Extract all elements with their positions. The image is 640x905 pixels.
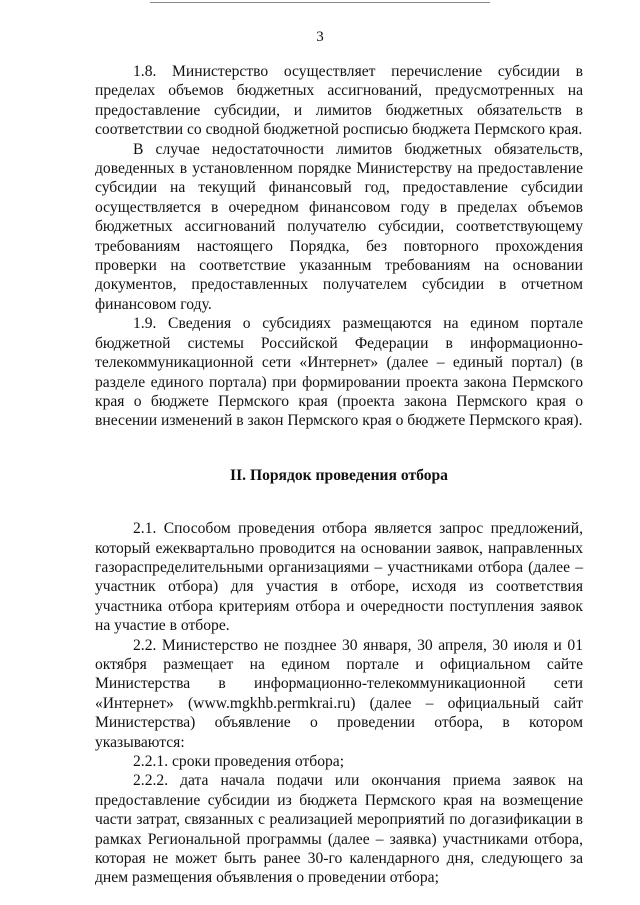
- section-title: II. Порядок проведения отбора: [230, 466, 448, 484]
- paragraph-2-2: 2.2. Министерство не позднее 30 января, 30 апреля, 30 июля и 01 октября размещает на едином портале и официальном сайте Министерства в информационно-телекоммуникационной сети «Интернет» (www.mgkhb.permkrai.ru) (далее – официальный сайт Министерства) объявление о проведении отбора, в котором указываются:: [95, 636, 583, 751]
- paragraph-1-9: 1.9. Сведения о субсидиях размещаются на едином портале бюджетной системы Российской Федерации в информационно-телекоммуникационной сети «Интернет» (далее – единый портал) (в разделе единого портала) при формировании проекта закона Пермского края о бюджете Пермского края (проекта закона Пермского края о внесении изменений в закон Пермского края о бюджете Пермского края).: [95, 315, 583, 430]
- document-body: [95, 62, 583, 888]
- paragraph-2-2-1: 2.2.1. сроки проведения отбора;: [133, 753, 345, 770]
- top-border-line: [150, 2, 490, 3]
- paragraph-1-8: 1.8. Министерство осуществляет перечисление субсидии в пределах объемов бюджетных ассигнований, предусмотренных на предоставление субсидии, и лимитов бюджетных обязательств в соответствии со сводной бюджетной росписью бюджета Пермского края.: [95, 63, 583, 139]
- paragraph-2-1: 2.1. Способом проведения отбора является запрос предложений, который ежеквартально проводится на основании заявок, направленных газораспределительными организациями – участниками отбора (далее – участник отбора) для участия в отборе, исходя из соответствия участника отбора критериям отбора и очередности поступления заявок на участие в отборе.: [95, 520, 583, 635]
- page-number: 3: [316, 29, 324, 45]
- paragraph-subsidy-limits: В случае недостаточности лимитов бюджетных обязательств, доведенных в установленном порядке Министерству на предоставление субсидии на текущий финансовый год, предоставление субсидии осуществляется в очередном финансовом году в пределах объемов бюджетных ассигнований получателю субсидии, соответствующему требованиям настоящего Порядка, без повторного прохождения проверки на соответствие указанным требованиям на основании документов, предоставленных получателем субсидии в отчетном финансовом году.: [95, 140, 583, 313]
- paragraph-2-2-2: 2.2.2. дата начала подачи или окончания приема заявок на предоставление субсидии из бюджета Пермского края на возмещение части затрат, связанных с реализацией мероприятий по догазификации в рамках Региональной программы (далее – заявка) участниками отбора, которая не может быть ранее 30-го календарного дня, следующего за днем размещения объявления о проведении отбора;: [95, 772, 583, 887]
